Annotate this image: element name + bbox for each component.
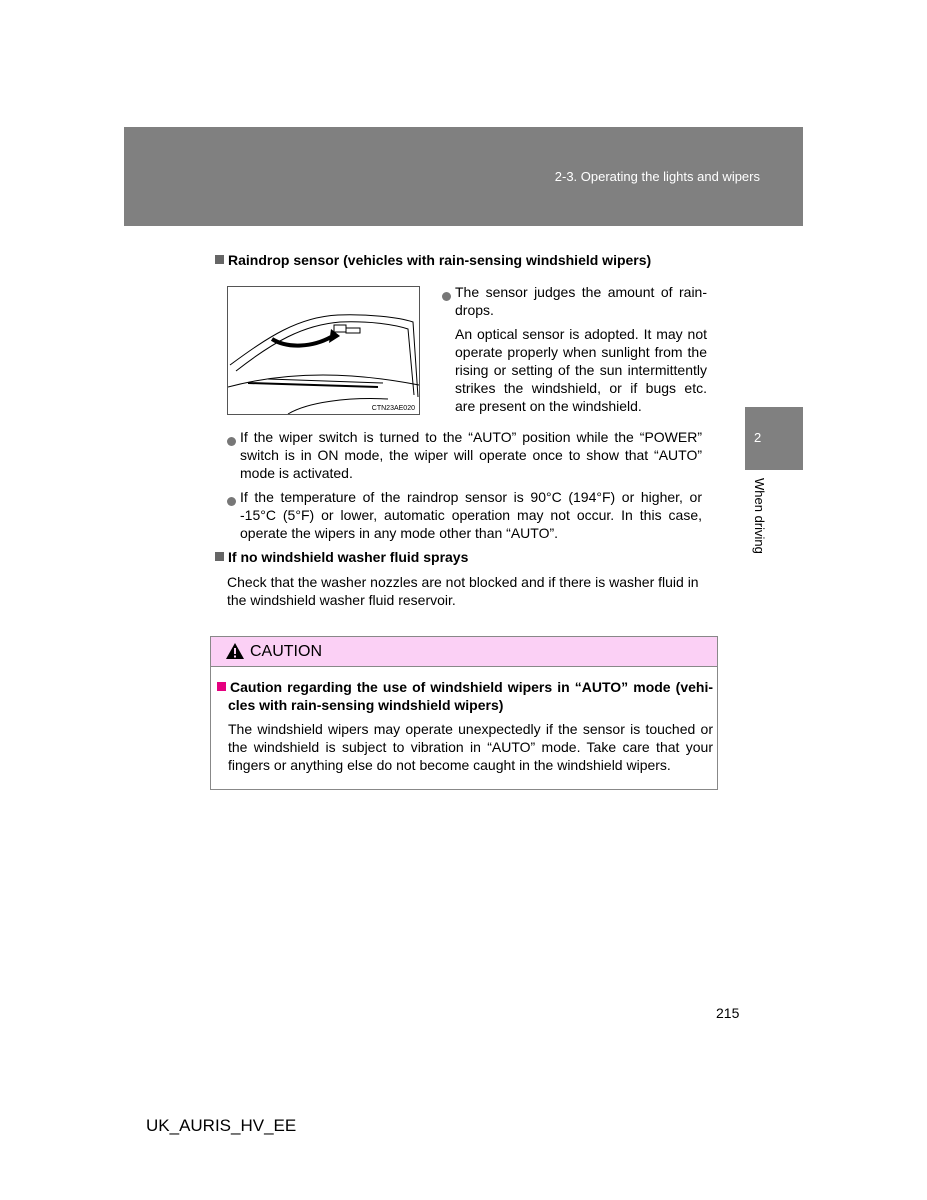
optical-line: are present on the windshield.: [455, 398, 642, 414]
circle-bullet-icon: [227, 497, 236, 506]
header-band: [124, 127, 803, 226]
caution-heading: [217, 678, 713, 714]
windshield-sensor-figure: [227, 286, 420, 415]
chapter-number: 2: [754, 430, 762, 445]
circle-bullet-icon: [442, 292, 451, 301]
figure-code: CTN23AE020: [371, 405, 415, 412]
optical-line: rising or setting of the sun intermittently: [455, 362, 707, 378]
section-title: 2-3. Operating the lights and wipers: [554, 169, 760, 184]
washer-heading: [215, 549, 468, 565]
optical-line: operate properly when sunlight from the: [455, 344, 707, 360]
caution-body: The windshield wipers may operate unexpectedly if the sensor is touched or the windshield is subject to vibration in “AUTO” mode. Take care that your fingers or anything else do not become caught in the windshield wipers.: [228, 721, 713, 773]
square-bullet-icon: [215, 255, 224, 264]
raindrop-bullet-1: [455, 283, 707, 319]
raindrop-bullet-3: [240, 488, 702, 542]
raindrop-heading-text: Raindrop sensor (vehicles with rain-sensing windshield wipers): [228, 252, 652, 268]
bullet3-text: If the temperature of the raindrop sensor is 90°C (194°F) or higher, or -15°C (5°F) or lower, automatic operation may not occur. In this case, operate the wipers in any mode other than “AUTO”.: [240, 489, 702, 541]
windshield-illustration: [228, 287, 419, 414]
caution-heading-line1: Caution regarding the use of windshield wipers in “AUTO” mode (vehi-: [230, 679, 713, 695]
caution-heading-line2: cles with rain-sensing windshield wipers): [228, 697, 504, 713]
page-number: 215: [716, 1005, 740, 1021]
optical-line: An optical sensor is adopted. It may not: [455, 326, 707, 342]
square-bullet-icon: [215, 552, 224, 561]
warning-triangle-icon: [225, 642, 245, 660]
pink-square-bullet-icon: [217, 682, 226, 691]
caution-title: CAUTION: [250, 643, 322, 660]
chapter-label: When driving: [752, 478, 767, 554]
chapter-tab: [745, 407, 803, 470]
caution-box: [210, 636, 718, 790]
washer-heading-text: If no windshield washer fluid sprays: [228, 549, 469, 565]
raindrop-heading: [215, 252, 651, 268]
caution-header: [211, 637, 717, 667]
optical-line: strikes the windshield, or if bugs etc.: [455, 380, 707, 396]
raindrop-bullet-2: [240, 428, 702, 482]
bullet1-line2: drops.: [455, 302, 494, 318]
circle-bullet-icon: [227, 437, 236, 446]
optical-sensor-paragraph: [455, 325, 707, 415]
bullet1-line1: The sensor judges the amount of rain-: [455, 284, 707, 300]
bullet2-text: If the wiper switch is turned to the “AUTO” position while the “POWER” switch is in ON mode, the wiper will operate once to show that “AUTO” mode is activated.: [240, 429, 702, 481]
document-code: UK_AURIS_HV_EE: [146, 1116, 297, 1135]
washer-body: Check that the washer nozzles are not blocked and if there is washer fluid in the windshield washer fluid reservoir.: [227, 574, 699, 608]
